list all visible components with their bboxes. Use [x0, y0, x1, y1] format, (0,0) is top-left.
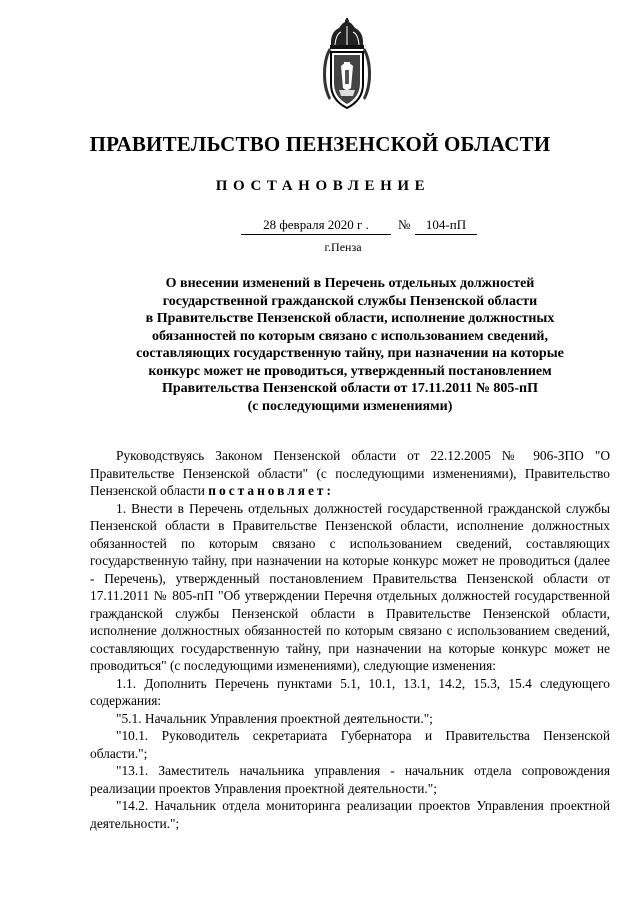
document-number: 104-пП	[415, 217, 477, 235]
decree-word: постановляет:	[208, 483, 334, 498]
preamble-text: Руководствуясь Законом Пензенской области от 22.12.2005 № 906-ЗПО "О Правительстве Пензенской области" (с последующими изменениями), Правительство Пензенской области	[90, 448, 610, 498]
penza-coat-of-arms-icon	[317, 18, 377, 112]
subject-line: О внесении изменений в Перечень отдельных должностей	[165, 276, 535, 291]
document-body	[90, 447, 610, 832]
number-sign: №	[398, 217, 411, 232]
body-paragraph: "5.1. Начальник Управления проектной деятельности.";	[116, 710, 433, 726]
body-paragraph: "13.1. Заместитель начальника управления - начальник отдела сопровождения реализации проектов Управления проектной деятельности.";	[90, 763, 610, 796]
preamble-paragraph	[90, 447, 610, 500]
subject-line: Правительства Пензенской области от 17.11.2011 № 805-пП	[161, 381, 539, 396]
subject-line: составляющих государственную тайну, при назначении на которые	[136, 346, 564, 361]
document-subject	[100, 275, 600, 415]
subject-line: в Правительстве Пензенской области, исполнение должностных	[145, 311, 555, 326]
body-paragraph: "10.1. Руководитель секретариата Губернатора и Правительства Пензенской области.";	[90, 728, 610, 761]
subject-line: обязанностей по которым связано с использованием сведений,	[152, 328, 548, 344]
subject-line: конкурс может не проводиться, утвержденный постановлением	[148, 363, 552, 379]
document-city: г.Пенза	[324, 240, 362, 254]
body-paragraph: 1. Внести в Перечень отдельных должностей государственной гражданской службы Пензенской области в Правительстве Пензенской области, исполнение должностных обязанностей по которым связано с использованием сведений, составляющих государственную тайну, при назначении на которые конкурс может не проводиться (далее - Перечень), утвержденный постановлением Правительства Пензенской области от 17.11.2011 № 805-пП "Об утверждении Перечня отдельных должностей государственной гражданской службы Пензенской области в Правительстве Пензенской области, исполнение должностных обязанностей по которым связано с использованием сведений, составляющих государственную тайну, при назначении на которые конкурс может не проводиться" (с последующими изменениями), следующие изменения:	[90, 500, 610, 673]
subject-line: (с последующими изменениями)	[247, 398, 453, 414]
body-paragraph: 1.1. Дополнить Перечень пунктами 5.1, 10.1, 13.1, 14.2, 15.3, 15.4 следующего содержания:	[90, 675, 610, 708]
body-paragraph: "14.2. Начальник отдела мониторинга реализации проектов Управления проектной деятельности.";	[90, 798, 610, 831]
government-title: ПРАВИТЕЛЬСТВО ПЕНЗЕНСКОЙ ОБЛАСТИ	[89, 132, 551, 156]
document-date: 28 февраля 2020 г .	[241, 217, 391, 235]
date-number-line	[241, 215, 481, 237]
document-type: ПОСТАНОВЛЕНИЕ	[215, 178, 431, 194]
subject-line: государственной гражданской службы Пензенской области	[162, 293, 538, 309]
